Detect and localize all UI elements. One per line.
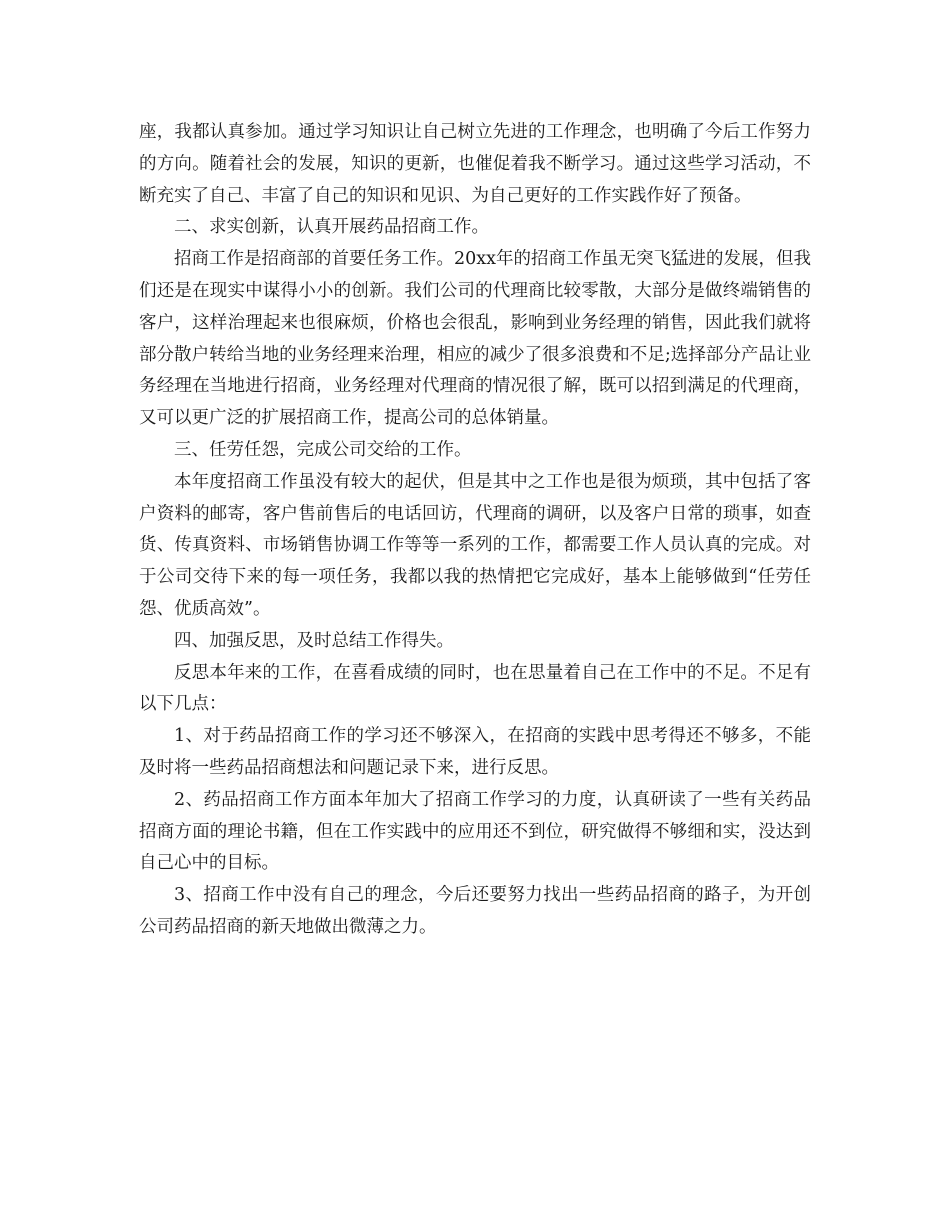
paragraph-investment-work: 招商工作是招商部的首要任务工作。20xx年的招商工作虽无突飞猛进的发展，但我们还是在现实中谋得小小的创新。我们公司的代理商比较零散，大部分是做终端销售的客户，这样治理起来也很麻烦，价格也会很乱，影响到业务经理的销售，因此我们就将部分散户转给当地的业务经理来治理，相应的减少了很多浪费和不足;选择部分产品让业务经理在当地进行招商，业务经理对代理商的情况很了解，既可以招到满足的代理商，又可以更广泛的扩展招商工作，提高公司的总体销量。: [139, 249, 812, 429]
list-item-1: 1、对于药品招商工作的学习还不够深入，在招商的实践中思考得还不够多，不能及时将一些药品招商想法和问题记录下来，进行反思。: [139, 726, 811, 778]
paragraph-reflection: 反思本年来的工作，在喜看成绩的同时，也在思量着自己在工作中的不足。不足有以下几点：: [139, 662, 811, 715]
paragraph-continuation: 座，我都认真参加。通过学习知识让自己树立先进的工作理念，也明确了今后工作努力的方向。随着社会的发展，知识的更新，也催促着我不断学习。通过这些学习活动，不断充实了自己、丰富了自己的知识和见识、为自己更好的工作实践作好了预备。: [139, 122, 811, 206]
section-heading-4: 四、加强反思，及时总结工作得失。: [174, 630, 454, 651]
list-item-2: 2、药品招商工作方面本年加大了招商工作学习的力度，认真研读了一些有关药品招商方面的理论书籍，但在工作实践中的应用还不到位，研究做得不够细和实，没达到自己心中的目标。: [139, 789, 811, 874]
paragraph-daily-tasks: 本年度招商工作虽没有较大的起伏，但是其中之工作也是很为烦琐，其中包括了客户资料的邮寄，客户售前售后的电话回访，代理商的调研，以及客户日常的琐事，如查货、传真资料、市场销售协调工作等等一系列的工作，都需要工作人员认真的完成。对于公司交待下来的每一项任务，我都以我的热情把它完成好，基本上能够做到“任劳任怨、优质高效”。: [139, 471, 811, 619]
section-heading-3: 三、任劳任怨，完成公司交给的工作。: [174, 439, 472, 460]
list-item-3: 3、招商工作中没有自己的理念，今后还要努力找出一些药品招商的路子，为开创公司药品招商的新天地做出微薄之力。: [139, 885, 811, 937]
document-body: [139, 117, 811, 944]
section-heading-2: 二、求实创新，认真开展药品招商工作。: [174, 217, 489, 238]
